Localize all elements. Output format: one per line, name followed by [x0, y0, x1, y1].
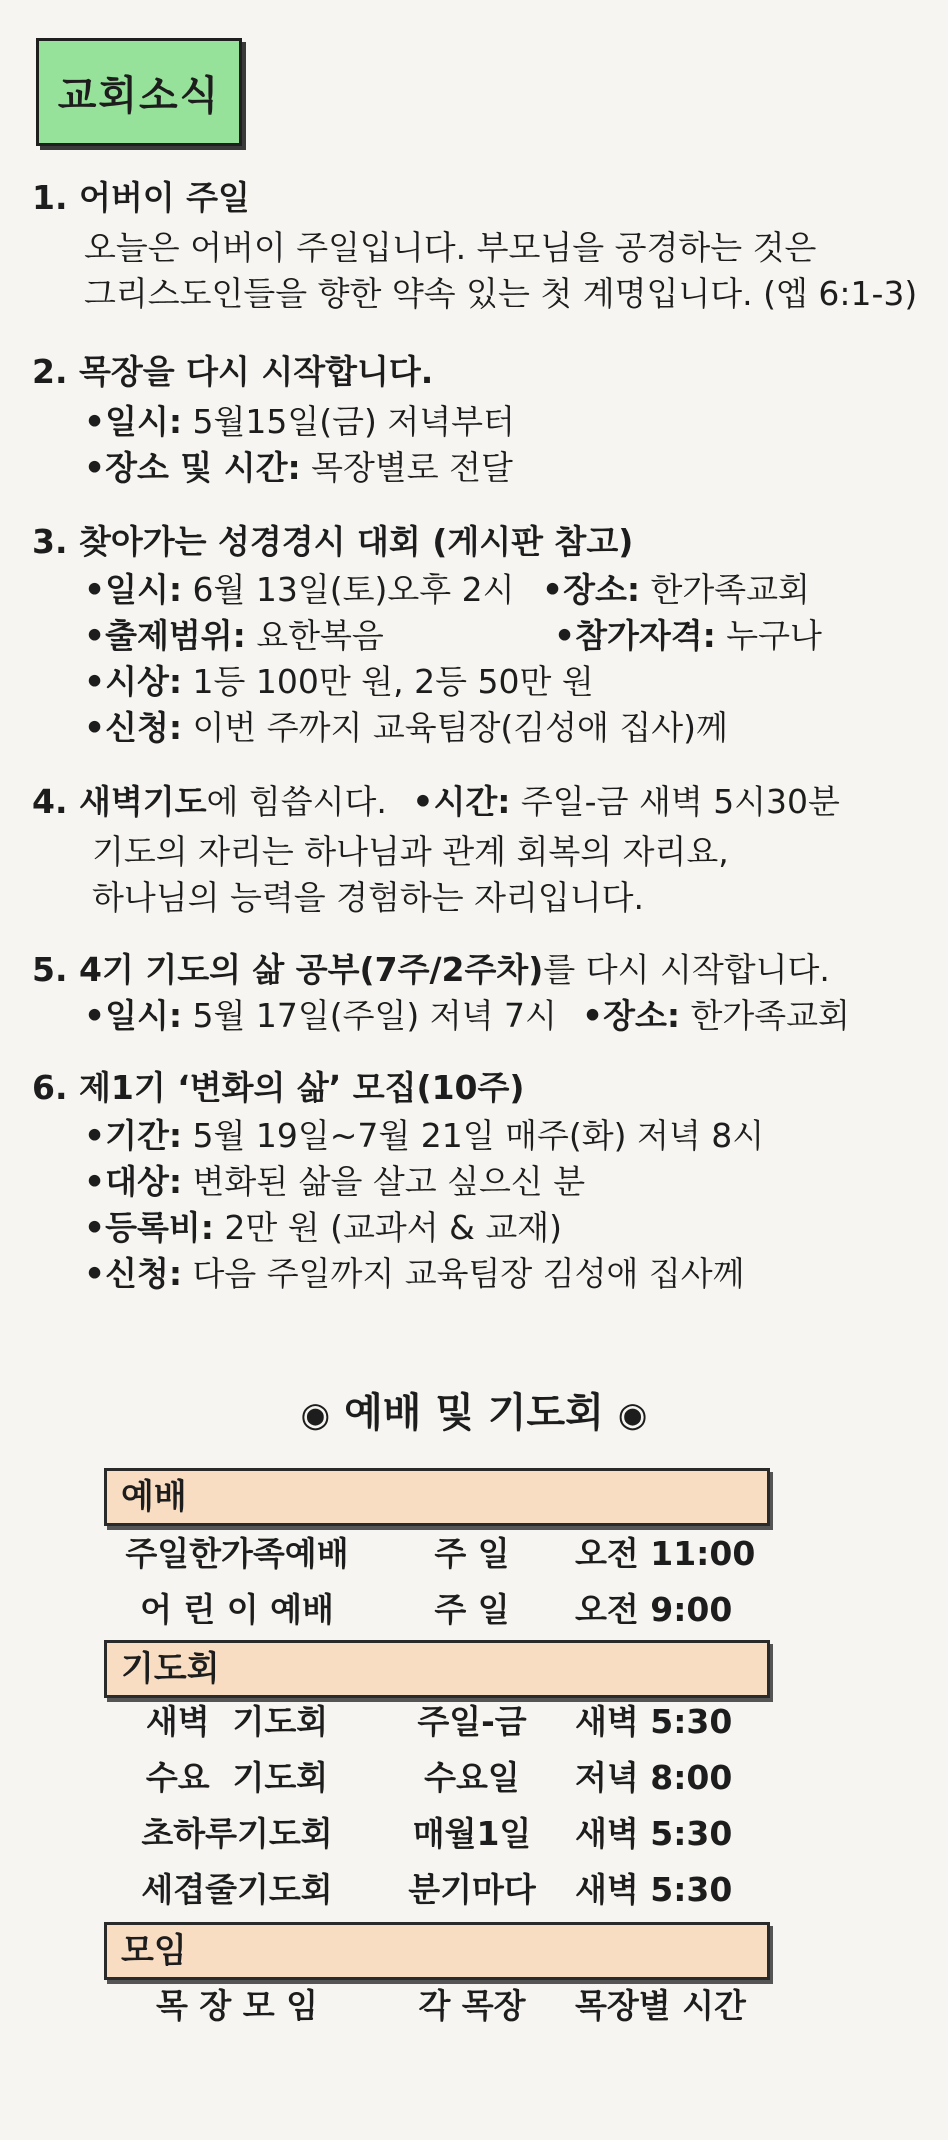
item-value: 2만 원 (교과서 & 교재) [213, 1208, 563, 1247]
item-value: 요한복음 [245, 616, 384, 655]
news-3-item-2 [84, 614, 384, 658]
heading-rest: 에 힘씁시다. [206, 782, 387, 821]
service-day: 매월1일 [412, 1814, 532, 1853]
item-label: •일시: [84, 996, 183, 1035]
service-day: 주일-금 [417, 1702, 527, 1741]
bullseye-icon: ◉ [617, 1395, 648, 1435]
item-value: 5월15일(금) 저녁부터 [182, 402, 515, 441]
category-bar-meeting: 모임 [104, 1922, 770, 1980]
service-name: 목 장 모 임 [156, 1986, 318, 2025]
item-label: •일시: [84, 402, 183, 441]
news-3-item-1 [84, 568, 515, 612]
service-name: 초하루기도회 [141, 1814, 333, 1853]
item-label: •신청: [84, 708, 183, 747]
time-label: •시간: [412, 782, 511, 821]
heading-bold: 4. 새벽기도 [32, 782, 207, 821]
service-time: 새벽 5:30 [575, 1814, 733, 1853]
item-label: •등록비: [84, 1208, 214, 1247]
item-label: •신청: [84, 1254, 183, 1293]
heading-bold: 5. 4기 기도의 삶 공부(7주/2주차) [32, 950, 544, 989]
item-value: 한가족교회 [640, 570, 810, 609]
item-label: •출제범위: [84, 616, 246, 655]
news-4-heading [32, 782, 840, 822]
item-label: •대상: [84, 1162, 183, 1201]
service-day: 분기마다 [408, 1870, 536, 1909]
item-value: 이번 주까지 교육팀장(김성애 집사)께 [182, 708, 728, 747]
service-name: 수요 기도회 [145, 1758, 329, 1797]
news-4-line-1: 기도의 자리는 하나님과 관계 회복의 자리요, [92, 832, 729, 871]
time-value: 주일-금 새벽 5시30분 [510, 782, 840, 821]
item-value: 5월 19일~7월 21일 매주(화) 저녁 8시 [182, 1116, 765, 1155]
schedule-row [0, 1750, 948, 1806]
item-value: 5월 17일(주일) 저녁 7시 [182, 996, 557, 1035]
schedule-row [0, 1582, 948, 1638]
news-5-heading [32, 950, 830, 990]
item-label: •시상: [84, 662, 183, 701]
news-3-heading: 3. 찾아가는 성경경시 대회 (게시판 참고) [32, 522, 634, 561]
news-6-item-3 [84, 1206, 562, 1250]
news-2-heading: 2. 목장을 다시 시작합니다. [32, 352, 434, 391]
category-bar-prayer: 기도회 [104, 1640, 770, 1698]
service-time: 저녁 8:00 [575, 1758, 733, 1797]
item-label: •참가자격: [554, 616, 716, 655]
schedule-title-text: 예배 및 기도회 [344, 1390, 604, 1436]
service-day: 주 일 [434, 1590, 510, 1629]
service-day: 수요일 [424, 1758, 520, 1797]
schedule-row [0, 1862, 948, 1918]
service-day: 주 일 [434, 1534, 510, 1573]
item-value: 목장별로 전달 [300, 448, 513, 487]
service-name: 어 린 이 예배 [140, 1590, 334, 1629]
news-3-item-3 [84, 660, 594, 704]
news-2-item-1 [84, 400, 515, 444]
item-value: 1등 100만 원, 2등 50만 원 [182, 662, 594, 701]
news-1-line-1: 오늘은 어버이 주일입니다. 부모님을 공경하는 것은 [84, 228, 817, 267]
news-1-line-2: 그리스도인들을 향한 약속 있는 첫 계명입니다. (엡 6:1-3) [84, 274, 918, 313]
service-time: 새벽 5:30 [575, 1702, 733, 1741]
service-time: 오전 11:00 [575, 1534, 756, 1573]
news-6-item-2 [84, 1160, 585, 1204]
news-6-item-1 [84, 1114, 764, 1158]
schedule-row [0, 1526, 948, 1582]
news-3-item-2b [554, 614, 822, 658]
service-day: 각 목장 [418, 1986, 526, 2025]
service-time: 새벽 5:30 [575, 1870, 733, 1909]
news-5-item-1 [84, 994, 557, 1038]
news-2-item-2 [84, 446, 513, 490]
item-label: •장소 및 시간: [84, 448, 301, 487]
item-value: 한가족교회 [680, 996, 850, 1035]
news-3-item-4 [84, 706, 728, 750]
item-label: •장소: [582, 996, 681, 1035]
news-5-item-1b [582, 994, 850, 1038]
service-name: 주일한가족예배 [125, 1534, 349, 1573]
service-time: 오전 9:00 [575, 1590, 733, 1629]
item-value: 다음 주일까지 교육팀장 김성애 집사께 [182, 1254, 745, 1293]
schedule-row [0, 1694, 948, 1750]
item-value: 누구나 [715, 616, 822, 655]
service-name: 새벽 기도회 [145, 1702, 329, 1741]
item-label: •일시: [84, 570, 183, 609]
schedule-title [0, 1388, 948, 1440]
item-label: •기간: [84, 1116, 183, 1155]
bullseye-icon: ◉ [300, 1395, 331, 1435]
news-6-heading: 6. 제1기 ‘변화의 삶’ 모집(10주) [32, 1068, 525, 1107]
title-box [36, 38, 242, 146]
category-bar-worship: 예배 [104, 1468, 770, 1526]
item-value: 6월 13일(토)오후 2시 [182, 570, 515, 609]
item-label: •장소: [542, 570, 641, 609]
page-title: 교회소식 [57, 72, 221, 119]
news-1-heading: 1. 어버이 주일 [32, 178, 250, 217]
service-name: 세겹줄기도회 [141, 1870, 333, 1909]
item-value: 변화된 삶을 살고 싶으신 분 [182, 1162, 586, 1201]
schedule-row [0, 1978, 948, 2034]
schedule-row [0, 1806, 948, 1862]
news-3-item-1b [542, 568, 810, 612]
service-time: 목장별 시간 [575, 1986, 746, 2025]
heading-rest: 를 다시 시작합니다. [543, 950, 830, 989]
news-6-item-4 [84, 1252, 745, 1296]
news-4-line-2: 하나님의 능력을 경험하는 자리입니다. [92, 878, 645, 917]
